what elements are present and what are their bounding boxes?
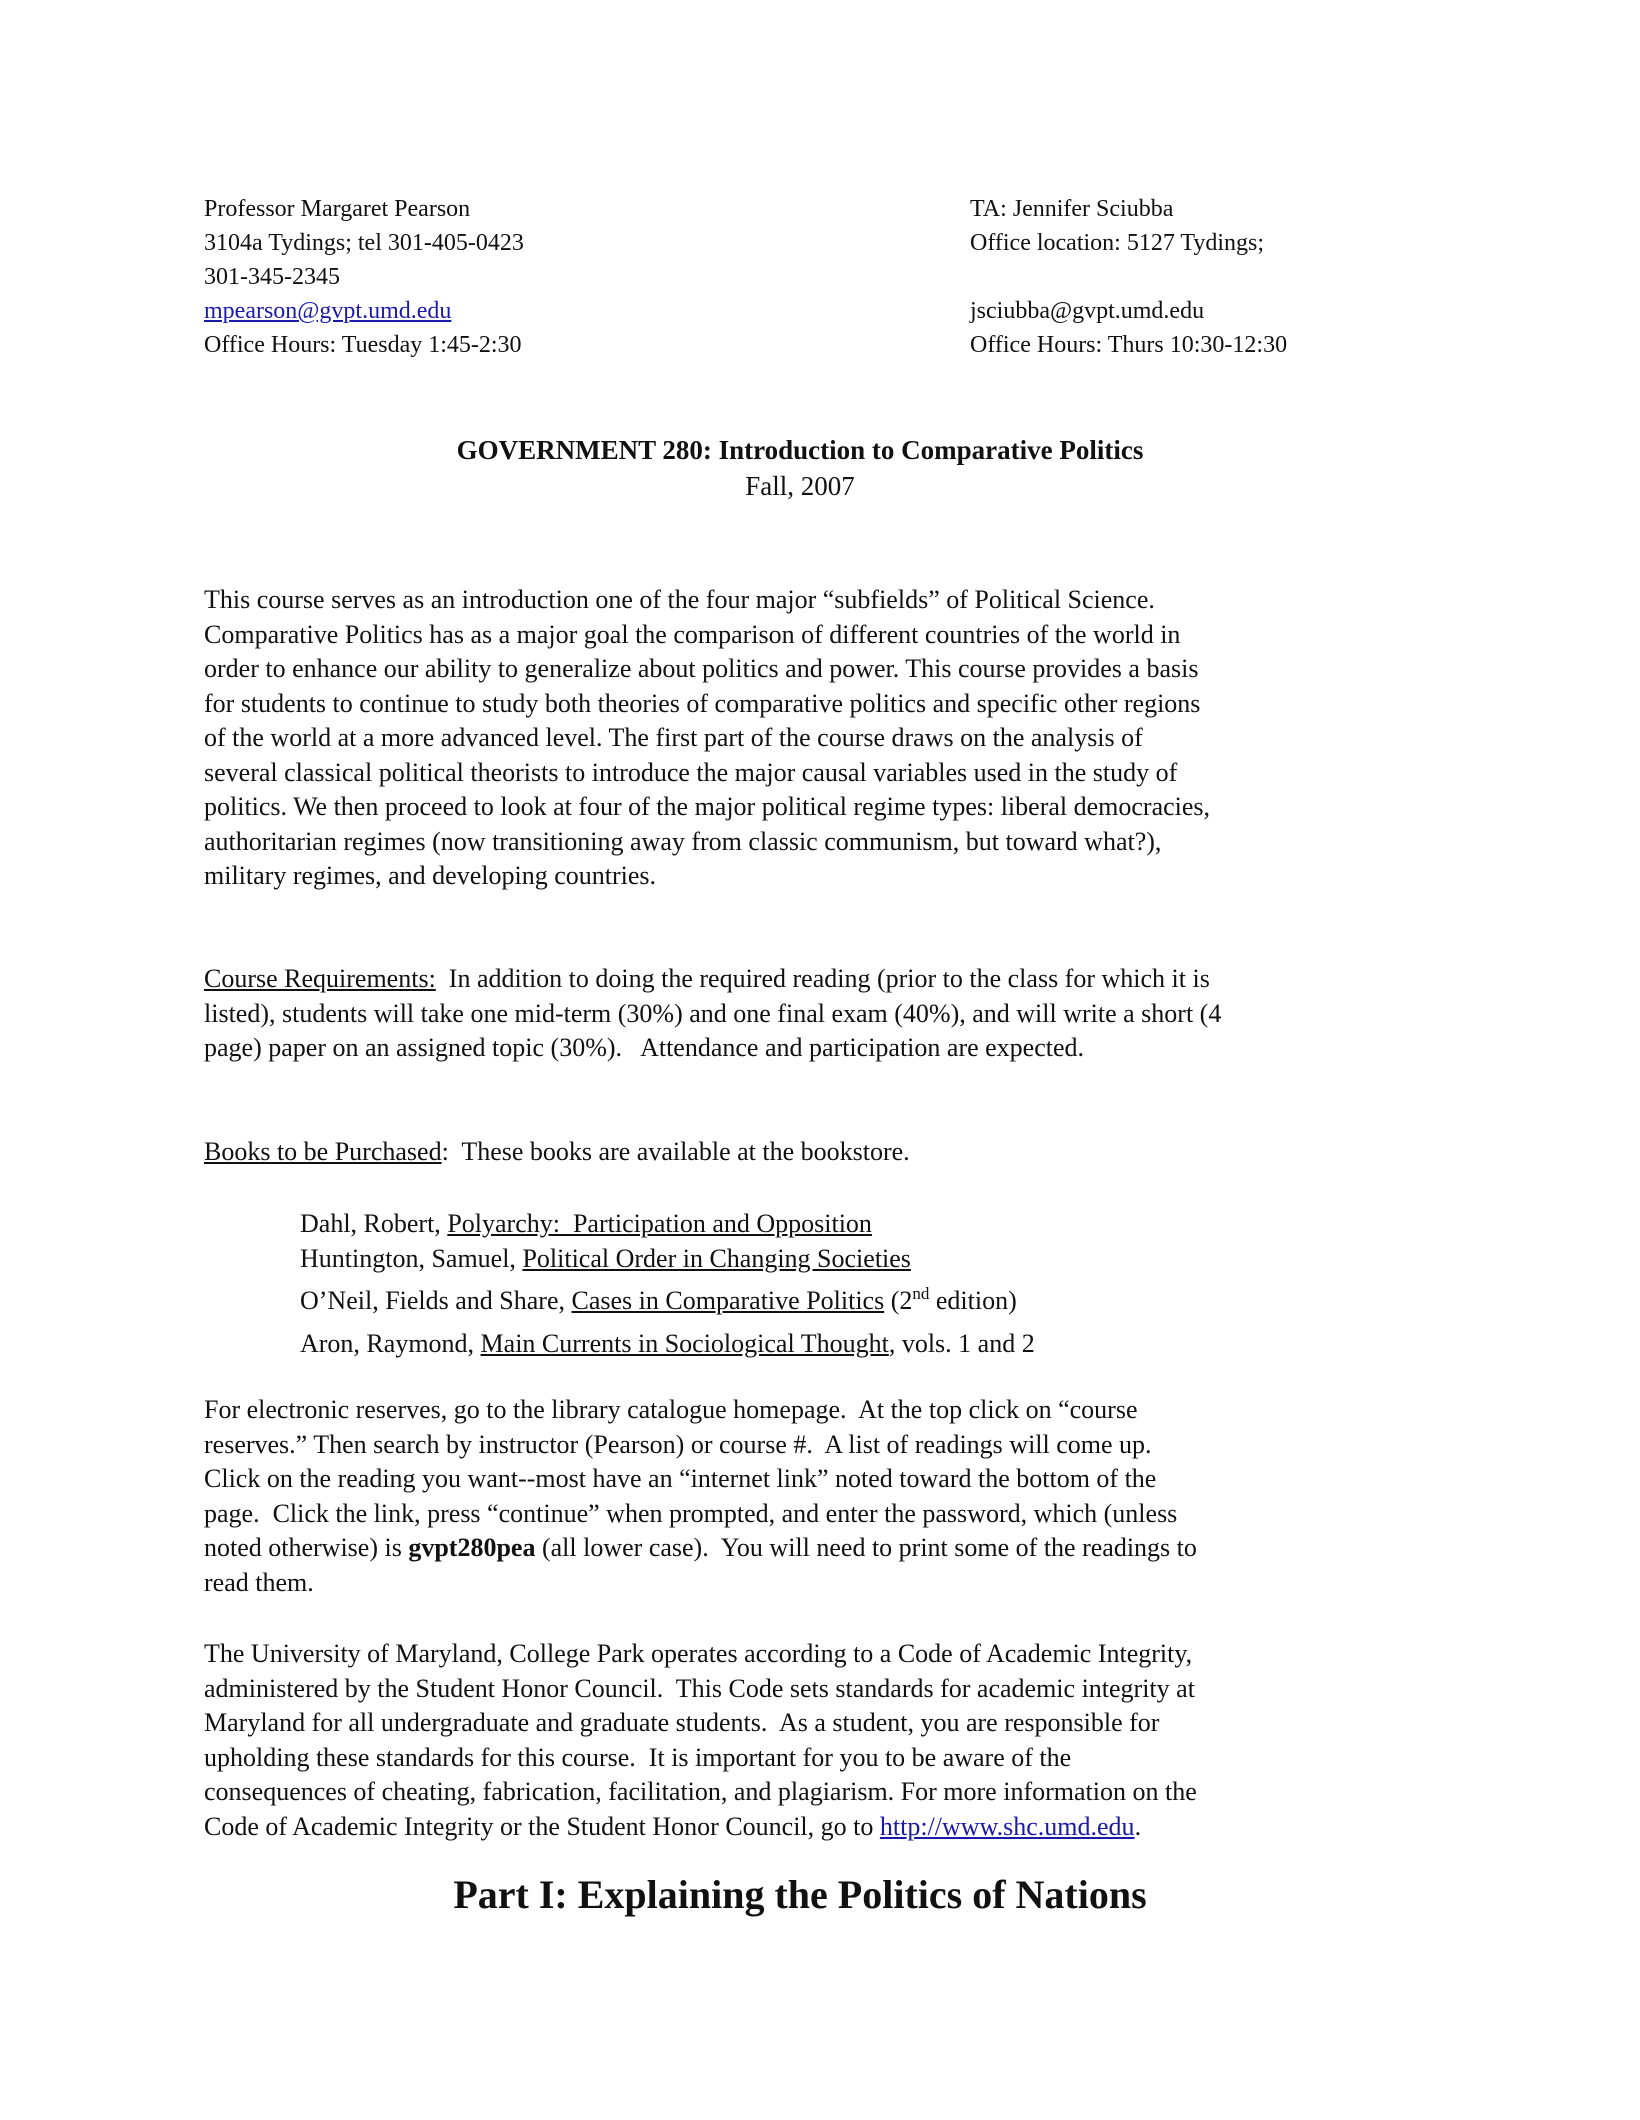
professor-office-tel: 3104a Tydings; tel 301-405-0423	[204, 230, 524, 256]
reserves-password: gvpt280pea	[408, 1533, 536, 1562]
requirements-paragraph	[204, 962, 1414, 1066]
book-item	[300, 1326, 1400, 1361]
intro-line: of the world at a more advanced level. The first part of the course draws on the analysis of	[204, 723, 1143, 752]
integrity-line: The University of Maryland, College Park operates according to a Code of Academic Integrity,	[204, 1639, 1193, 1668]
requirements-text: In addition to doing the required reading (prior to the class for which it is	[435, 964, 1210, 993]
reserves-line: Click on the reading you want--most have an “internet link” noted toward the bottom of the	[204, 1464, 1157, 1493]
book-author: Dahl, Robert,	[300, 1209, 448, 1238]
intro-line: This course serves as an introduction one of the four major “subfields” of Political Science.	[204, 585, 1155, 614]
intro-line: Comparative Politics has as a major goal the comparison of different countries of the world in	[204, 619, 1181, 649]
reserves-line: page. Click the link, press “continue” when prompted, and enter the password, which (unless	[204, 1498, 1178, 1528]
professor-office-hours: Office Hours: Tuesday 1:45-2:30	[204, 332, 522, 358]
intro-paragraph	[204, 583, 1414, 894]
reserves-text: (all lower case). You will need to print some of the readings to	[535, 1533, 1197, 1562]
integrity-line: Maryland for all undergraduate and graduate students. As a student, you are responsible for	[204, 1708, 1160, 1737]
books-heading	[204, 1135, 1414, 1170]
ta-office-location: Office location: 5127 Tydings;	[970, 230, 1265, 256]
integrity-paragraph	[204, 1637, 1414, 1844]
honor-council-link[interactable]: http://www.shc.umd.edu	[879, 1811, 1135, 1841]
book-title: Polyarchy: Participation and Opposition	[447, 1209, 872, 1238]
reserves-text: noted otherwise) is	[204, 1533, 409, 1562]
part-heading: Part I: Explaining the Politics of Nations	[453, 1872, 1147, 1917]
book-author: Huntington, Samuel,	[300, 1244, 523, 1273]
requirements-line: listed), students will take one mid-term (30%) and one final exam (40%), and will write a short (4	[204, 998, 1222, 1028]
reserves-line	[204, 1531, 1414, 1566]
book-title: Main Currents in Sociological Thought	[480, 1329, 889, 1358]
intro-line: order to enhance our ability to generalize about politics and power. This course provides a basis	[204, 654, 1199, 683]
ta-office-hours: Office Hours: Thurs 10:30-12:30	[970, 332, 1288, 358]
integrity-line: consequences of cheating, fabrication, facilitation, and plagiarism. For more information on the	[204, 1777, 1197, 1806]
book-title: Political Order in Changing Societies	[522, 1244, 911, 1273]
integrity-text: .	[1134, 1811, 1142, 1841]
professor-name: Professor Margaret Pearson	[204, 196, 471, 222]
book-author: Aron, Raymond,	[300, 1329, 481, 1358]
professor-email-link[interactable]: mpearson@gvpt.umd.edu	[204, 298, 452, 324]
course-term: Fall, 2007	[745, 471, 855, 501]
requirements-label: Course Requirements:	[204, 964, 436, 993]
book-title: Cases in Comparative Politics	[571, 1286, 885, 1315]
book-item	[300, 1241, 1400, 1276]
integrity-line: upholding these standards for this course. It is important for you to be aware of the	[204, 1742, 1072, 1772]
book-author: O’Neil, Fields and Share,	[300, 1286, 572, 1315]
books-label: Books to be Purchased	[204, 1137, 442, 1166]
ta-blank-line	[970, 260, 1570, 294]
course-title: GOVERNMENT 280: Introduction to Comparative Politics	[456, 435, 1144, 465]
book-edition: (2	[884, 1286, 913, 1315]
book-volumes: , vols. 1 and 2	[888, 1329, 1035, 1358]
ta-contact-block	[970, 192, 1570, 362]
ta-name: TA: Jennifer Sciubba	[970, 196, 1174, 222]
books-intro: : These books are available at the bookstore.	[441, 1137, 910, 1166]
intro-line: authoritarian regimes (now transitioning away from classic communism, but toward what?),	[204, 826, 1162, 856]
intro-line: politics. We then proceed to look at four of the major political regime types: liberal democracies,	[204, 792, 1211, 821]
requirements-line: page) paper on an assigned topic (30%). Attendance and participation are expected.	[204, 1033, 1085, 1062]
book-edition-rest: edition)	[929, 1286, 1017, 1315]
reserves-paragraph	[204, 1393, 1414, 1600]
book-item	[300, 1276, 1400, 1326]
integrity-line: administered by the Student Honor Council. This Code sets standards for academic integrity at	[204, 1673, 1195, 1703]
reserves-line: reserves.” Then search by instructor (Pearson) or course #. A list of readings will come up.	[204, 1429, 1152, 1459]
professor-phone-2: 301-345-2345	[204, 264, 340, 290]
reserves-line: For electronic reserves, go to the library catalogue homepage. At the top click on “course	[204, 1395, 1138, 1424]
intro-line: military regimes, and developing countries.	[204, 861, 656, 890]
reserves-line: read them.	[204, 1567, 314, 1597]
course-title-block	[0, 432, 1600, 504]
integrity-text: Code of Academic Integrity or the Student Honor Council, go to	[204, 1811, 880, 1841]
book-item	[300, 1206, 1400, 1241]
books-list	[300, 1206, 1400, 1361]
integrity-line	[204, 1810, 1414, 1845]
professor-contact-block	[204, 192, 904, 362]
book-edition-sup: nd	[912, 1284, 930, 1303]
ta-email: jsciubba@gvpt.umd.edu	[970, 298, 1205, 324]
intro-line: several classical political theorists to introduce the major causal variables used in the study of	[204, 757, 1178, 787]
intro-line: for students to continue to study both theories of comparative politics and specific other regions	[204, 688, 1201, 718]
